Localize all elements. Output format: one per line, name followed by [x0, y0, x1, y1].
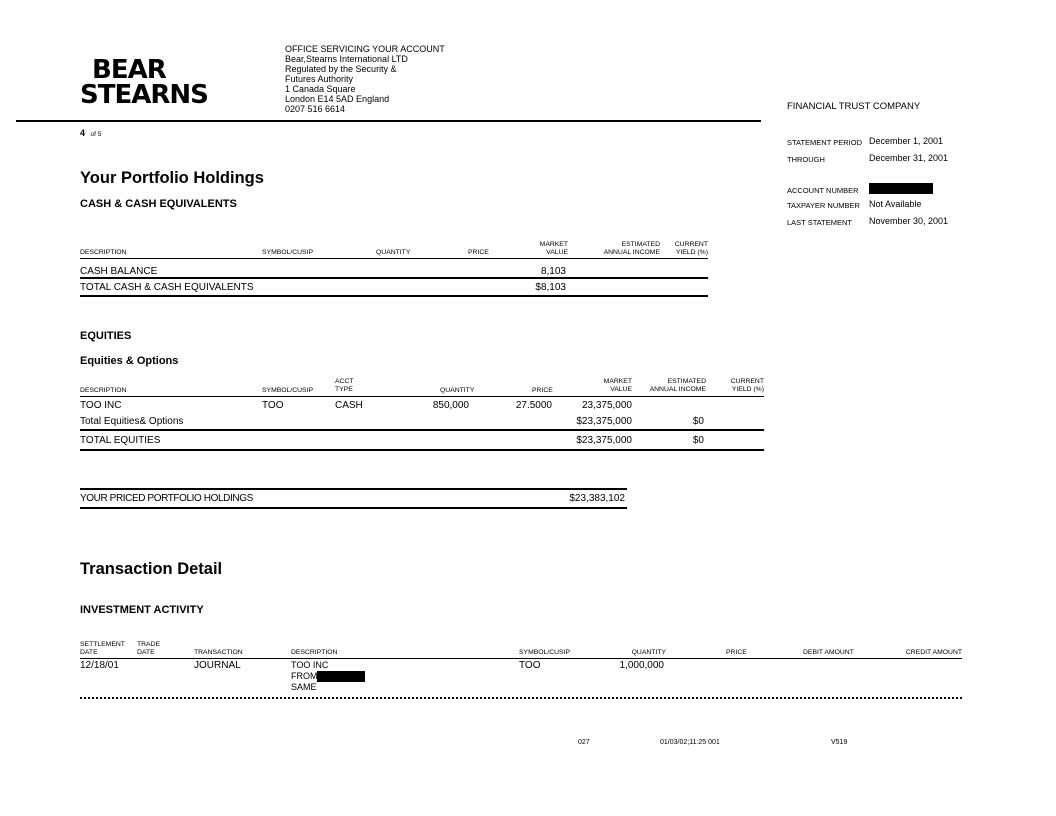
eq-header-quantity: QUANTITY	[440, 387, 475, 394]
cash-section-title: CASH & CASH EQUIVALENTS	[80, 198, 237, 210]
tx-header-trade	[137, 641, 160, 657]
office-line: OFFICE SERVICING YOUR ACCOUNT	[285, 44, 445, 54]
priced-holdings-value: $23,383,102	[569, 493, 625, 504]
header-line: YIELD (%)	[731, 386, 764, 393]
cash-balance-label: CASH BALANCE	[80, 266, 158, 277]
tx-desc-line: TOO INC	[291, 660, 329, 670]
equities-section-title: EQUITIES	[80, 330, 132, 342]
tx-header-description: DESCRIPTION	[291, 649, 338, 656]
cash-total-rule	[80, 295, 708, 297]
taxpayer-value: Not Available	[869, 199, 922, 209]
office-address	[285, 44, 445, 114]
last-statement-label: LAST STATEMENT	[787, 218, 853, 227]
footer-code-1: 027	[578, 739, 590, 746]
header-line: MARKET	[539, 241, 568, 248]
eq-header-acct-type	[335, 378, 354, 394]
header-line: DATE	[80, 649, 98, 656]
cash-row-rule	[80, 277, 708, 279]
logo-line-2: STEARNS	[80, 80, 208, 110]
taxpayer-label: TAXPAYER NUMBER	[787, 201, 860, 210]
header-line: VALUE	[610, 386, 632, 393]
eq-header-symbol: SYMBOL/CUSIP	[262, 387, 313, 394]
eq-total-rule	[80, 429, 764, 431]
office-line: London E14 5AD England	[285, 94, 390, 104]
tx-desc-line: FROM	[291, 671, 318, 681]
logo-line-1: BEAR	[92, 55, 166, 85]
cash-header-description: DESCRIPTION	[80, 249, 127, 256]
eq-grand-market-value: $23,375,000	[576, 435, 632, 446]
cash-header-rule	[80, 258, 708, 259]
office-line: Futures Authority	[285, 74, 354, 84]
cash-header-yield	[660, 241, 708, 257]
tx-header-rule	[80, 658, 962, 659]
total-cash-value: $8,103	[535, 282, 566, 293]
cash-header-symbol: SYMBOL/CUSIP	[262, 249, 313, 256]
eq-total-income: $0	[692, 416, 704, 427]
page-of: of 5	[90, 131, 102, 138]
header-line: TYPE	[335, 386, 353, 393]
bear-stearns-logo	[80, 55, 208, 110]
last-statement-value: November 30, 2001	[869, 216, 949, 226]
eq-total-market-value: $23,375,000	[576, 416, 632, 427]
priced-top-rule	[80, 488, 627, 490]
eq-row-description: TOO INC	[80, 400, 122, 411]
tx-header-price: PRICE	[726, 649, 747, 656]
tx-desc-line: SAME	[291, 682, 317, 692]
tx-transaction: JOURNAL	[194, 660, 241, 671]
footer-timestamp: 01/03/02;11:25 001	[660, 739, 720, 746]
total-cash-label: TOTAL CASH & CASH EQUIVALENTS	[80, 282, 254, 293]
tx-redaction	[317, 671, 365, 682]
header-line: ANNUAL INCOME	[649, 386, 706, 393]
tx-header-symbol: SYMBOL/CUSIP	[519, 649, 570, 656]
account-label: ACCOUNT NUMBER	[787, 186, 859, 195]
tx-header-debit: DEBIT AMOUNT	[803, 649, 854, 656]
eq-row-price: 27.5000	[515, 400, 552, 411]
eq-row-acct: CASH	[335, 400, 363, 411]
eq-header-price: PRICE	[532, 387, 553, 394]
eq-row-market-value: 23,375,000	[581, 400, 632, 411]
transaction-title: Transaction Detail	[80, 560, 223, 578]
priced-bottom-rule	[80, 507, 627, 509]
cash-header-est-income	[590, 241, 660, 257]
cash-header-price: PRICE	[468, 249, 489, 256]
eq-row-quantity: 850,000	[432, 400, 469, 411]
priced-holdings-label: YOUR PRICED PORTFOLIO HOLDINGS	[80, 493, 253, 504]
tx-header-quantity: QUANTITY	[631, 649, 666, 656]
header-line: ESTIMATED	[621, 241, 660, 248]
header-line: YIELD (%)	[675, 249, 708, 256]
header-line: SETTLEMENT	[80, 641, 125, 648]
office-line: Bear,Stearns International LTD	[285, 54, 408, 64]
cash-balance-value: 8,103	[540, 266, 566, 277]
eq-header-rule	[80, 396, 764, 397]
cash-header-market-value	[508, 241, 568, 257]
header-line: CURRENT	[730, 378, 764, 385]
eq-grand-income: $0	[692, 435, 704, 446]
eq-row-symbol: TOO	[262, 400, 284, 411]
page-number	[80, 128, 101, 138]
eq-header-market-value	[572, 378, 632, 394]
header-line: ESTIMATED	[667, 378, 706, 385]
eq-header-yield	[716, 378, 764, 394]
tx-header-transaction: TRANSACTION	[194, 649, 243, 656]
period-label: STATEMENT PERIOD	[787, 138, 863, 147]
page-current: 4	[80, 128, 86, 138]
through-label: THROUGH	[787, 155, 825, 164]
office-line: Regulated by the Security &	[285, 64, 397, 74]
header-line: ANNUAL INCOME	[603, 249, 660, 256]
eq-header-est-income	[636, 378, 706, 394]
header-line: DATE	[137, 649, 155, 656]
eq-grand-label: TOTAL EQUITIES	[80, 435, 161, 446]
header-line: TRADE	[137, 641, 161, 648]
tx-settle-date: 12/18/01	[80, 660, 119, 671]
header-line: CURRENT	[674, 241, 708, 248]
tx-symbol: TOO	[519, 660, 541, 671]
header-line: ACCT	[335, 378, 354, 385]
header-line: MARKET	[603, 378, 632, 385]
eq-grand-rule	[80, 449, 764, 451]
cash-header-quantity: QUANTITY	[376, 249, 411, 256]
header-line: VALUE	[546, 249, 568, 256]
through-value: December 31, 2001	[869, 153, 949, 163]
footer-code-3: V519	[831, 739, 848, 746]
equities-subtitle: Equities & Options	[80, 355, 179, 367]
tx-quantity: 1,000,000	[619, 660, 664, 671]
tx-header-credit: CREDIT AMOUNT	[905, 649, 962, 656]
eq-header-description: DESCRIPTION	[80, 387, 127, 394]
tx-dotted-rule	[80, 697, 962, 699]
office-line: 0207 516 6614	[285, 104, 346, 114]
period-value: December 1, 2001	[869, 136, 944, 146]
eq-total-label: Total Equities& Options	[80, 416, 184, 427]
account-redaction	[869, 183, 933, 194]
trust-company-name: FINANCIAL TRUST COMPANY	[787, 101, 921, 112]
portfolio-title: Your Portfolio Holdings	[80, 169, 264, 187]
investment-activity-title: INVESTMENT ACTIVITY	[80, 604, 204, 616]
header-divider	[16, 120, 761, 122]
office-line: 1 Canada Square	[285, 84, 356, 94]
tx-header-settlement	[80, 641, 125, 657]
